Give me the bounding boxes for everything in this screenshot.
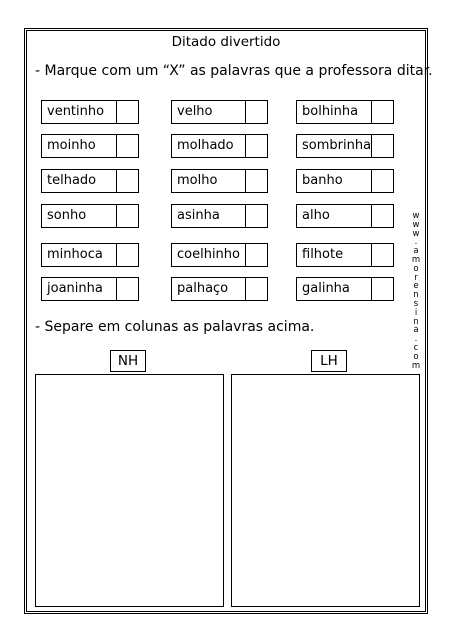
word-item: [41, 243, 139, 267]
word-item: [296, 204, 394, 228]
column-header-lh: LH: [311, 350, 347, 372]
word-label: telhado: [47, 173, 97, 188]
word-checkbox[interactable]: [245, 278, 267, 300]
word-checkbox[interactable]: [245, 205, 267, 227]
word-checkbox[interactable]: [371, 135, 393, 157]
word-label: sonho: [47, 208, 87, 223]
word-label: filhote: [302, 247, 344, 262]
word-label: palhaço: [177, 281, 229, 296]
word-item: [296, 277, 394, 301]
word-checkbox[interactable]: [116, 135, 138, 157]
word-checkbox[interactable]: [245, 170, 267, 192]
word-checkbox[interactable]: [116, 244, 138, 266]
word-label: bolhinha: [302, 104, 359, 119]
word-checkbox[interactable]: [116, 101, 138, 123]
word-checkbox[interactable]: [116, 170, 138, 192]
word-label: asinha: [177, 208, 220, 223]
word-item: [41, 169, 139, 193]
word-checkbox[interactable]: [245, 101, 267, 123]
word-item: [171, 100, 268, 124]
word-checkbox[interactable]: [371, 278, 393, 300]
word-label: ventinho: [47, 104, 105, 119]
word-item: [171, 169, 268, 193]
word-checkbox[interactable]: [245, 135, 267, 157]
word-checkbox[interactable]: [371, 244, 393, 266]
word-item: [296, 134, 394, 158]
instruction-separate-columns: - Separe em colunas as palavras acima.: [35, 319, 315, 335]
word-item: [171, 243, 268, 267]
word-checkbox[interactable]: [371, 101, 393, 123]
answer-column-lh[interactable]: [231, 374, 420, 607]
word-checkbox[interactable]: [371, 205, 393, 227]
watermark: w w w . a m o r e n s i n a . c o m: [411, 211, 421, 371]
instruction-mark-words: - Marque com um “X” as palavras que a professora ditar.: [35, 63, 433, 79]
word-checkbox[interactable]: [245, 244, 267, 266]
word-item: [171, 204, 268, 228]
word-checkbox[interactable]: [116, 278, 138, 300]
word-label: minhoca: [47, 247, 103, 262]
word-label: sombrinha: [302, 138, 371, 153]
word-item: [171, 277, 268, 301]
word-label: molho: [177, 173, 218, 188]
word-label: galinha: [302, 281, 350, 296]
word-item: [296, 100, 394, 124]
word-item: [41, 134, 139, 158]
word-item: [41, 277, 139, 301]
worksheet-title: Ditado divertido: [171, 34, 281, 50]
word-checkbox[interactable]: [371, 170, 393, 192]
word-item: [41, 204, 139, 228]
word-label: moinho: [47, 138, 96, 153]
word-label: molhado: [177, 138, 234, 153]
word-label: banho: [302, 173, 343, 188]
word-item: [171, 134, 268, 158]
word-item: [296, 169, 394, 193]
answer-column-nh[interactable]: [35, 374, 224, 607]
word-item: [41, 100, 139, 124]
word-label: joaninha: [47, 281, 103, 296]
word-label: coelhinho: [177, 247, 240, 262]
word-item: [296, 243, 394, 267]
column-header-nh: NH: [110, 350, 146, 372]
word-label: velho: [177, 104, 213, 119]
word-label: alho: [302, 208, 330, 223]
word-checkbox[interactable]: [116, 205, 138, 227]
